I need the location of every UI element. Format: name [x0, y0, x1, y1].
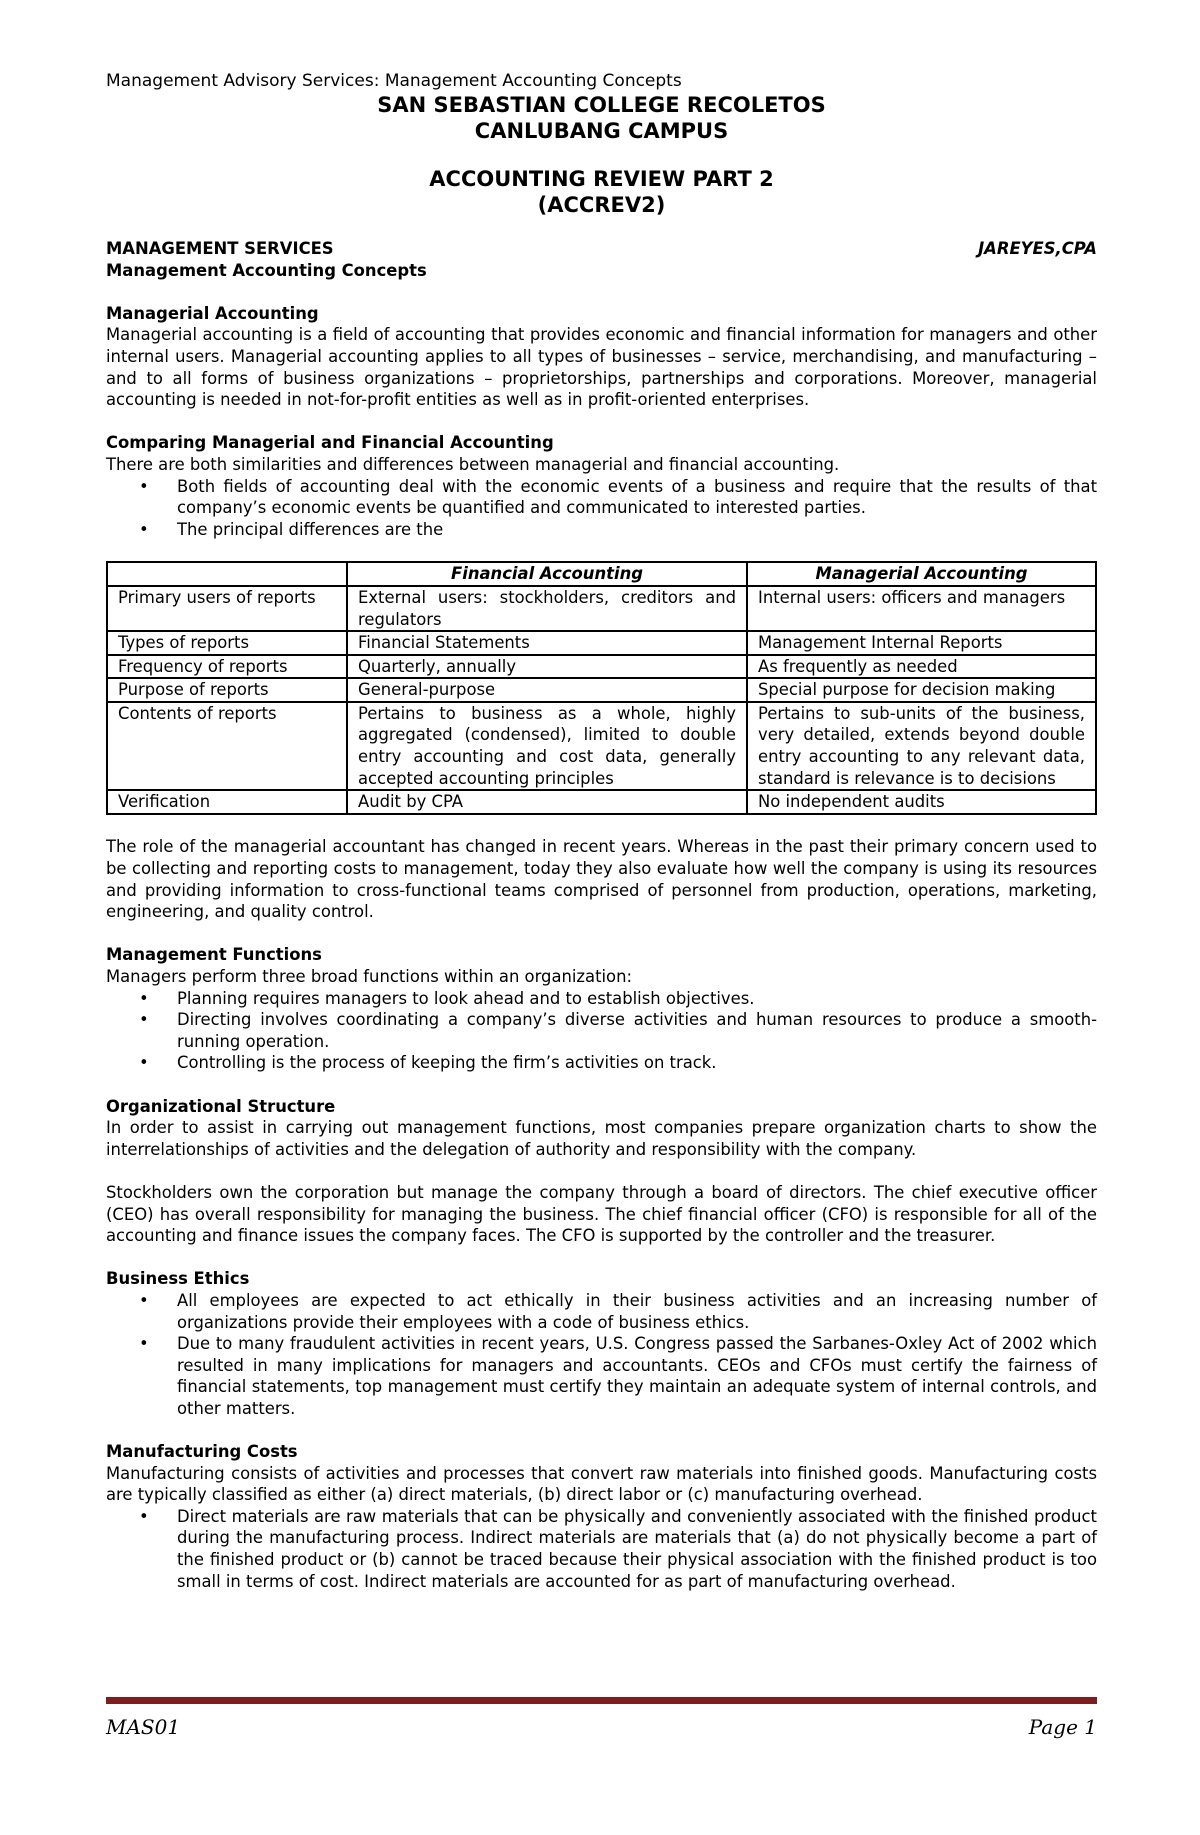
- paragraph: In order to assist in carrying out management functions, most companies prepare organization charts to show the interrelationships of activities and the delegation of authority and responsibility with the company.: [106, 1118, 1097, 1159]
- list-item: [106, 519, 1097, 541]
- table-cell: Quarterly, annually: [347, 655, 747, 679]
- college-name: SAN SEBASTIAN COLLEGE RECOLETOS: [377, 93, 826, 117]
- table-header-cell: [107, 562, 347, 586]
- table-row: [107, 702, 1096, 790]
- table-cell: Frequency of reports: [107, 655, 347, 679]
- role-section: [106, 836, 1097, 922]
- table-cell: General-purpose: [347, 678, 747, 702]
- functions-section: [106, 944, 1097, 1074]
- list-item-text: Both fields of accounting deal with the economic events of a business and require that the results of that company’s economic events be quantified and communicated to interested parties.: [177, 476, 1097, 518]
- bullet-list: [106, 1290, 1097, 1420]
- paragraph: Managerial accounting is a field of accounting that provides economic and financial information for managers and other internal users. Managerial accounting applies to all types of businesses – service, merchandising, and manufacturing – and to all forms of business organizations – proprietorships, partnerships and corporations. Moreover, managerial accounting is needed in not-for-profit entities as well as in profit-oriented enterprises.: [106, 325, 1097, 410]
- section-heading: Business Ethics: [106, 1269, 250, 1289]
- ethics-section: [106, 1268, 1097, 1419]
- list-item-text: Controlling is the process of keeping the firm’s activities on track.: [177, 1053, 717, 1073]
- bullet-list: [106, 988, 1097, 1074]
- table-cell: Primary users of reports: [107, 586, 347, 631]
- table-header-row: [107, 562, 1096, 586]
- table-cell: Management Internal Reports: [747, 631, 1096, 655]
- list-item: [106, 1009, 1097, 1052]
- list-item: [106, 988, 1097, 1010]
- managerial-section: [106, 303, 1097, 411]
- page-label: Page: [1028, 1715, 1078, 1739]
- bullet-icon: •: [139, 1334, 149, 1354]
- list-item: [106, 1290, 1097, 1333]
- table-row: [107, 655, 1096, 679]
- table-cell: Audit by CPA: [347, 790, 747, 814]
- table-cell: Pertains to business as a whole, highly aggregated (condensed), limited to double entry accounting and cost data, generally accepted accounting principles: [347, 702, 747, 790]
- table-cell: Pertains to sub-units of the business, very detailed, extends beyond double entry accounting to any relevant data, standard is relevance is to decisions: [747, 702, 1096, 790]
- list-item-text: Directing involves coordinating a company’s diverse activities and human resources to produce a smooth-running operation.: [177, 1010, 1097, 1051]
- bullet-icon: •: [139, 1053, 149, 1073]
- table-cell: Types of reports: [107, 631, 347, 655]
- list-item-text: The principal differences are the: [177, 519, 444, 539]
- table-row: [107, 790, 1096, 814]
- topic-label: Management Accounting Concepts: [106, 260, 427, 280]
- bullet-list: [106, 1506, 1097, 1592]
- page-number-label: [1029, 1715, 1097, 1739]
- campus-name: CANLUBANG CAMPUS: [474, 119, 729, 143]
- bullet-icon: •: [139, 988, 149, 1008]
- paragraph: Manufacturing consists of activities and processes that convert raw materials into finished goods. Manufacturing costs are typically classified as either (a) direct materials, (b) direct labor or (c) manufacturing overhead.: [106, 1463, 1097, 1505]
- page-footer: [106, 1715, 1097, 1739]
- table-cell: No independent audits: [747, 790, 1096, 814]
- subject-line: Management Advisory Services: Management Accounting Concepts: [106, 71, 682, 91]
- list-item-text: Due to many fraudulent activities in recent years, U.S. Congress passed the Sarbanes-Oxley Act of 2002 which resulted in many implications for managers and accountants. CEOs and CFOs must certify the fairness of financial statements, top management must certify they maintain an adequate system of internal controls, and other matters.: [177, 1334, 1097, 1418]
- bullet-icon: •: [139, 476, 149, 496]
- bullet-icon: •: [139, 1506, 149, 1526]
- list-item-text: All employees are expected to act ethically in their business activities and an increasing number of organizations provide their employees with a code of business ethics.: [177, 1290, 1097, 1332]
- table-row: [107, 678, 1096, 702]
- table-cell: As frequently as needed: [747, 655, 1096, 679]
- comparison-table: [106, 561, 1097, 815]
- paragraph: Stockholders own the corporation but manage the company through a board of directors. The chief executive officer (CEO) has overall responsibility for managing the business. The chief financial officer (CFO) is responsible for all of the accounting and finance issues the company faces. The CFO is supported by the controller and the treasurer.: [106, 1182, 1097, 1246]
- course-code: (ACCREV2): [537, 193, 666, 217]
- table-cell: Verification: [107, 790, 347, 814]
- list-item: [106, 1506, 1097, 1592]
- paragraph: There are both similarities and differences between managerial and financial accounting.: [106, 454, 840, 474]
- section-heading: Manufacturing Costs: [106, 1442, 298, 1462]
- course-title: ACCOUNTING REVIEW PART 2: [429, 167, 774, 191]
- section-heading: Managerial Accounting: [106, 303, 319, 323]
- list-item: [106, 1052, 1097, 1074]
- table-row: [107, 631, 1096, 655]
- bullet-icon: •: [139, 1010, 149, 1030]
- manufacturing-section: [106, 1441, 1097, 1592]
- list-item-text: Direct materials are raw materials that can be physically and conveniently associated with the finished product during the manufacturing process. Indirect materials are materials that (a) do not physically become a part of the finished product or (b) cannot be traced because their physical association with the finished product is too small in terms of cost. Indirect materials are accounted for as part of manufacturing overhead.: [177, 1506, 1097, 1591]
- table-row: [107, 586, 1096, 631]
- table-cell: Contents of reports: [107, 702, 347, 790]
- bullet-icon: •: [139, 519, 149, 539]
- table-cell: Special purpose for decision making: [747, 678, 1096, 702]
- paragraph: Managers perform three broad functions within an organization:: [106, 967, 632, 986]
- footer-divider: [106, 1697, 1097, 1704]
- paragraph: The role of the managerial accountant has changed in recent years. Whereas in the past their primary concern used to be collecting and reporting costs to management, today they also evaluate how well the company is using its resources and providing information to cross-functional teams comprised of personnel from production, operations, marketing, engineering, and quality control.: [106, 837, 1097, 922]
- bullet-list: [106, 476, 1097, 541]
- table-header-cell: Managerial Accounting: [747, 562, 1096, 586]
- list-item: [106, 1333, 1097, 1419]
- table-cell: External users: stockholders, creditors and regulators: [347, 586, 747, 631]
- section-heading: Organizational Structure: [106, 1096, 336, 1116]
- table-cell: Financial Statements: [347, 631, 747, 655]
- table-cell: Internal users: officers and managers: [747, 586, 1096, 631]
- document-page: [106, 70, 1097, 1592]
- list-item-text: Planning requires managers to look ahead and to establish objectives.: [177, 988, 755, 1008]
- table-cell: Purpose of reports: [107, 678, 347, 702]
- list-item: [106, 476, 1097, 519]
- section-heading: Management Functions: [106, 945, 322, 965]
- author-name: JAREYES,CPA: [978, 239, 1097, 258]
- bullet-icon: •: [139, 1290, 149, 1310]
- footer-code: MAS01: [106, 1715, 181, 1739]
- area-row: [106, 238, 1097, 260]
- page-number: 1: [1084, 1715, 1097, 1739]
- area-label: MANAGEMENT SERVICES: [106, 239, 334, 258]
- structure-section: [106, 1096, 1097, 1247]
- comparing-section: [106, 432, 1097, 540]
- section-heading: Comparing Managerial and Financial Accounting: [106, 433, 554, 453]
- table-header-cell: Financial Accounting: [347, 562, 747, 586]
